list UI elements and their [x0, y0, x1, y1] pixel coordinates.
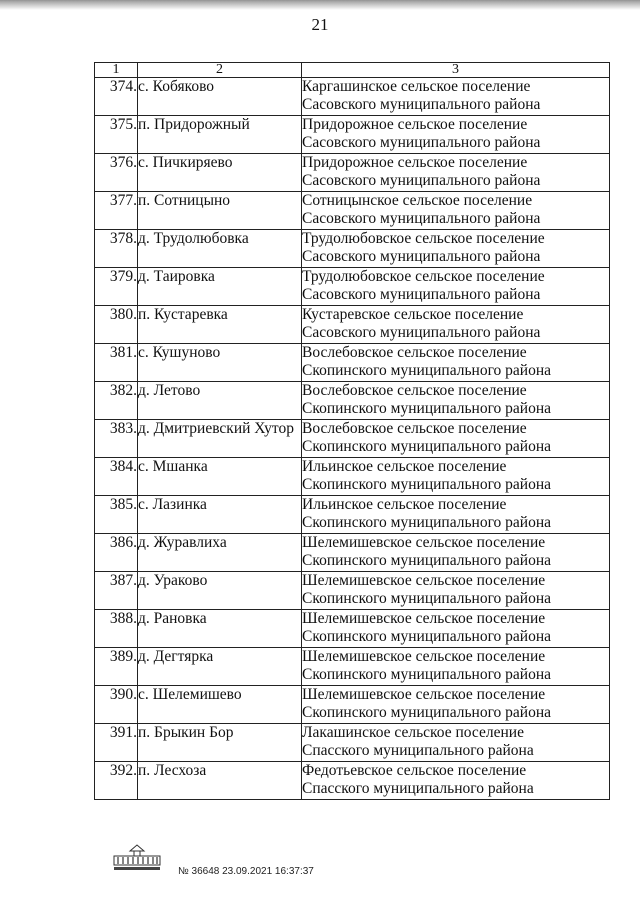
district-name: Спасского муниципального района — [302, 742, 534, 759]
locality-name: с. Пичкиряево — [138, 154, 302, 192]
table-row — [95, 686, 610, 724]
district-name: Скопинского муниципального района — [302, 704, 552, 721]
municipality-cell — [302, 154, 610, 192]
table-row — [95, 78, 610, 116]
district-name: Сасовского муниципального района — [302, 96, 541, 113]
table-row — [95, 648, 610, 686]
settlement-name: Придорожное сельское поселение — [302, 116, 528, 133]
locality-name: д. Ураково — [138, 572, 302, 610]
settlement-name: Трудолюбовское сельское поселение — [302, 268, 545, 285]
district-name: Сасовского муниципального района — [302, 324, 541, 341]
row-number: 379. — [95, 268, 138, 306]
column-header: 1 — [95, 63, 138, 78]
municipality-cell — [302, 458, 610, 496]
row-number: 380. — [95, 306, 138, 344]
column-header: 2 — [138, 63, 302, 78]
table-row — [95, 496, 610, 534]
table-row — [95, 344, 610, 382]
locality-name: п. Кустаревка — [138, 306, 302, 344]
district-name: Сасовского муниципального района — [302, 248, 541, 265]
settlement-name: Вослебовское сельское поселение — [302, 382, 527, 399]
locality-name: с. Кушуново — [138, 344, 302, 382]
locality-name: с. Шелемишево — [138, 686, 302, 724]
table-header-row — [95, 63, 610, 78]
table-row — [95, 154, 610, 192]
district-name: Скопинского муниципального района — [302, 590, 552, 607]
locality-name: п. Придорожный — [138, 116, 302, 154]
municipality-cell — [302, 648, 610, 686]
municipality-cell — [302, 534, 610, 572]
column-header: 3 — [302, 63, 610, 78]
row-number: 374. — [95, 78, 138, 116]
locality-name: д. Рановка — [138, 610, 302, 648]
settlement-name: Каргашинское сельское поселение — [302, 78, 531, 95]
municipality-cell — [302, 686, 610, 724]
row-number: 378. — [95, 230, 138, 268]
row-number: 385. — [95, 496, 138, 534]
locality-name: п. Сотницыно — [138, 192, 302, 230]
municipality-cell — [302, 116, 610, 154]
row-number: 391. — [95, 724, 138, 762]
settlement-name: Шелемишевское сельское поселение — [302, 534, 546, 551]
municipality-cell — [302, 572, 610, 610]
table-row — [95, 610, 610, 648]
district-name: Скопинского муниципального района — [302, 666, 552, 683]
municipality-cell — [302, 268, 610, 306]
municipality-cell — [302, 610, 610, 648]
municipality-cell — [302, 382, 610, 420]
table-row — [95, 116, 610, 154]
page-number: 21 — [311, 15, 329, 34]
table-row — [95, 420, 610, 458]
row-number: 390. — [95, 686, 138, 724]
table-row — [95, 306, 610, 344]
locality-name: п. Брыкин Бор — [138, 724, 302, 762]
settlement-name: Шелемишевское сельское поселение — [302, 572, 546, 589]
district-name: Скопинского муниципального района — [302, 476, 552, 493]
municipality-cell — [302, 420, 610, 458]
municipality-cell — [302, 724, 610, 762]
government-stamp-icon — [112, 842, 162, 872]
settlement-name: Ильинское сельское поселение — [302, 458, 507, 475]
settlement-name: Шелемишевское сельское поселение — [302, 686, 546, 703]
district-name: Скопинского муниципального района — [302, 552, 552, 569]
municipality-cell — [302, 192, 610, 230]
row-number: 377. — [95, 192, 138, 230]
locality-name: п. Лесхоза — [138, 762, 302, 800]
municipality-cell — [302, 78, 610, 116]
settlement-name: Лакашинское сельское поселение — [302, 724, 524, 741]
settlement-name: Сотницынское сельское поселение — [302, 192, 533, 209]
settlement-name: Шелемишевское сельское поселение — [302, 610, 546, 627]
district-name: Скопинского муниципального района — [302, 438, 552, 455]
municipality-cell — [302, 762, 610, 800]
row-number: 388. — [95, 610, 138, 648]
table-row — [95, 762, 610, 800]
settlement-name: Кустаревское сельское поселение — [302, 306, 524, 323]
settlement-name: Шелемишевское сельское поселение — [302, 648, 546, 665]
row-number: 392. — [95, 762, 138, 800]
locality-name: д. Таировка — [138, 268, 302, 306]
district-name: Сасовского муниципального района — [302, 210, 541, 227]
district-name: Скопинского муниципального района — [302, 362, 552, 379]
settlements-table — [94, 62, 610, 800]
locality-name: д. Дегтярка — [138, 648, 302, 686]
district-name: Скопинского муниципального района — [302, 514, 552, 531]
row-number: 387. — [95, 572, 138, 610]
settlement-name: Вослебовское сельское поселение — [302, 420, 527, 437]
settlement-name: Федотьевское сельское поселение — [302, 762, 527, 779]
scan-edge — [0, 0, 640, 12]
row-number: 381. — [95, 344, 138, 382]
row-number: 376. — [95, 154, 138, 192]
municipality-cell — [302, 230, 610, 268]
district-name: Скопинского муниципального района — [302, 628, 552, 645]
row-number: 386. — [95, 534, 138, 572]
table-row — [95, 572, 610, 610]
municipality-cell — [302, 344, 610, 382]
row-number: 383. — [95, 420, 138, 458]
settlement-name: Ильинское сельское поселение — [302, 496, 507, 513]
settlement-name: Вослебовское сельское поселение — [302, 344, 527, 361]
district-name: Спасского муниципального района — [302, 780, 534, 797]
locality-name: с. Кобяково — [138, 78, 302, 116]
settlement-name: Придорожное сельское поселение — [302, 154, 528, 171]
municipality-cell — [302, 306, 610, 344]
table-row — [95, 268, 610, 306]
table-row — [95, 534, 610, 572]
table-row — [95, 724, 610, 762]
locality-name: д. Журавлиха — [138, 534, 302, 572]
table-row — [95, 192, 610, 230]
locality-name: д. Трудолюбовка — [138, 230, 302, 268]
locality-name: с. Мшанка — [138, 458, 302, 496]
locality-name: с. Лазинка — [138, 496, 302, 534]
table-row — [95, 458, 610, 496]
district-name: Сасовского муниципального района — [302, 134, 541, 151]
table-row — [95, 230, 610, 268]
row-number: 375. — [95, 116, 138, 154]
locality-name: д. Дмитриевский Хутор — [138, 420, 302, 458]
district-name: Скопинского муниципального района — [302, 400, 552, 417]
row-number: 389. — [95, 648, 138, 686]
district-name: Сасовского муниципального района — [302, 172, 541, 189]
row-number: 384. — [95, 458, 138, 496]
district-name: Сасовского муниципального района — [302, 286, 541, 303]
registration-stamp-text: № 36648 23.09.2021 16:37:37 — [178, 866, 314, 877]
table-row — [95, 382, 610, 420]
row-number: 382. — [95, 382, 138, 420]
table-body — [95, 78, 610, 800]
locality-name: д. Летово — [138, 382, 302, 420]
municipality-cell — [302, 496, 610, 534]
settlement-name: Трудолюбовское сельское поселение — [302, 230, 545, 247]
